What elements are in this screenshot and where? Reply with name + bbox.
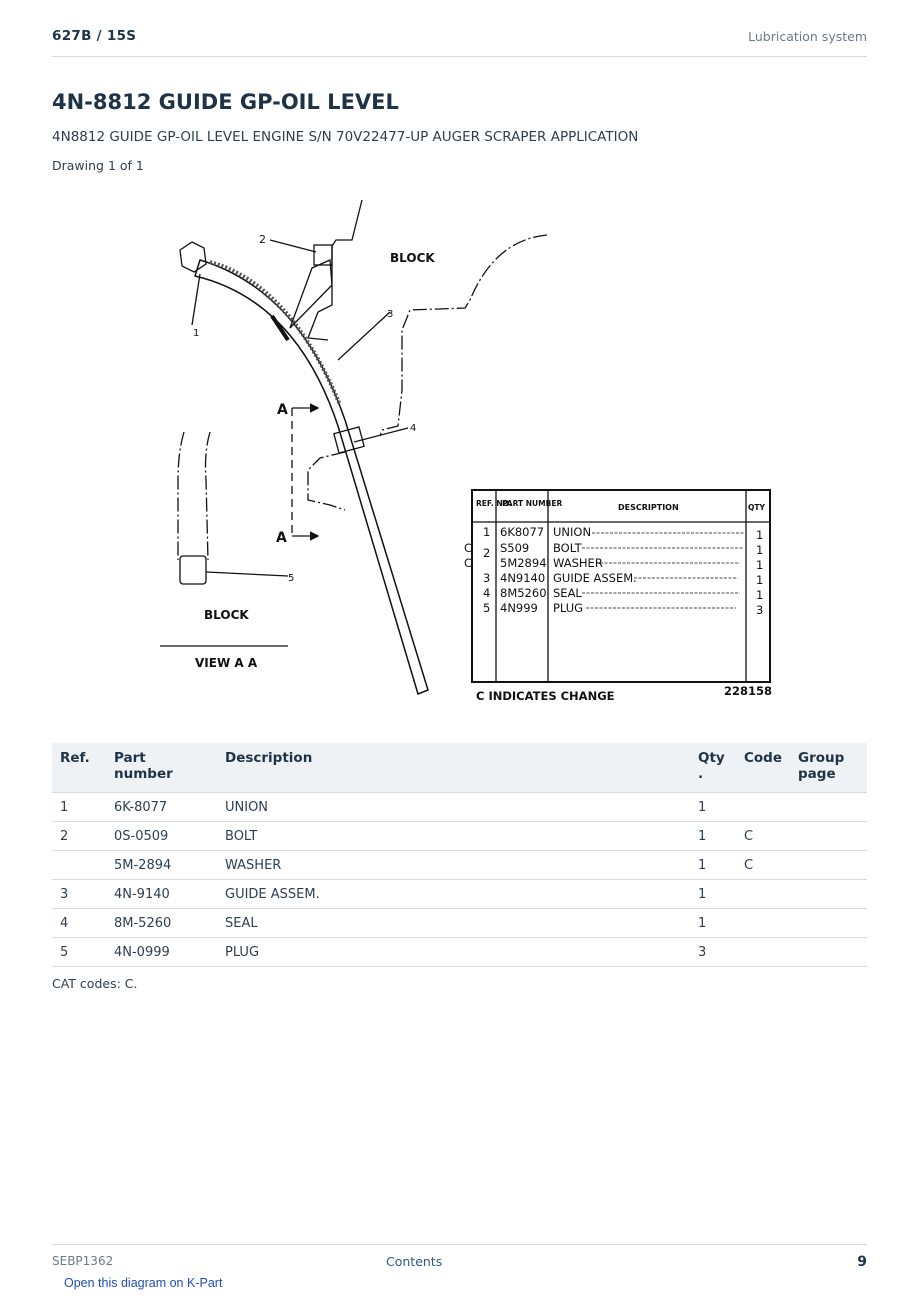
bolt-head <box>314 245 332 265</box>
legend-ref-6: 5 <box>483 601 491 615</box>
cell-ref: 2 <box>52 822 106 851</box>
engine-block-bracket <box>308 312 328 340</box>
page-footer <box>52 1244 867 1275</box>
cell-group-page <box>790 822 867 851</box>
table-header-row <box>52 743 867 793</box>
parts-diagram <box>140 190 790 720</box>
cell-ref: 4 <box>52 909 106 938</box>
col-ref: Ref. <box>52 743 106 793</box>
section-marker-top: A <box>277 402 288 418</box>
cell-description: GUIDE ASSEM. <box>217 880 690 909</box>
legend-part-3: 5M2894 <box>500 556 547 570</box>
cell-ref: 5 <box>52 938 106 967</box>
cell-code: C <box>736 851 790 880</box>
cat-codes-note: CAT codes: C. <box>52 976 138 991</box>
col-part-number: Part number <box>106 743 217 793</box>
cell-code <box>736 793 790 822</box>
table-row <box>52 793 867 822</box>
section-label: Lubrication system <box>748 29 867 44</box>
cell-description: PLUG <box>217 938 690 967</box>
cell-part-number: 6K-8077 <box>106 793 217 822</box>
cell-code <box>736 880 790 909</box>
page-number: 9 <box>857 1254 867 1270</box>
legend-change-3: C <box>464 556 473 570</box>
cell-ref <box>52 851 106 880</box>
col-code: Code <box>736 743 790 793</box>
legend-part-4: 4N9140 <box>500 571 546 585</box>
page-title: 4N-8812 GUIDE GP-OIL LEVEL <box>52 90 399 114</box>
cell-part-number: 4N-0999 <box>106 938 217 967</box>
view-label: VIEW A A <box>195 656 258 670</box>
col-group-page: Group page <box>790 743 867 793</box>
legend-part-5: 8M5260 <box>500 586 547 600</box>
legend-qty-6: 3 <box>756 603 764 617</box>
guide-tube <box>195 260 428 694</box>
col-qty: Qty . <box>690 743 736 793</box>
legend-desc-3: WASHER <box>553 556 603 570</box>
col-description: Description <box>217 743 690 793</box>
legend-ref-1: 1 <box>483 525 491 539</box>
cell-qty: 1 <box>690 880 736 909</box>
legend-desc-4: GUIDE ASSEM. <box>553 571 637 585</box>
legend-qty-5: 1 <box>756 588 764 602</box>
cell-group-page <box>790 851 867 880</box>
cell-qty: 1 <box>690 822 736 851</box>
table-row <box>52 851 867 880</box>
legend-part-6: 4N999 <box>500 601 538 615</box>
legend-part-1: 6K8077 <box>500 525 545 539</box>
view-block-outline <box>178 432 184 560</box>
model-label: 627B / 15S <box>52 28 137 44</box>
table-row <box>52 822 867 851</box>
parts-table <box>52 743 867 967</box>
cell-part-number: 4N-9140 <box>106 880 217 909</box>
cell-part-number: 0S-0509 <box>106 822 217 851</box>
cell-qty: 1 <box>690 909 736 938</box>
bolt-bracket <box>290 260 332 328</box>
kpart-diagram-link[interactable]: Open this diagram on K-Part <box>64 1276 223 1290</box>
table-row <box>52 880 867 909</box>
legend-desc-6: PLUG <box>553 601 584 615</box>
cell-ref: 3 <box>52 880 106 909</box>
block-label-bottom: BLOCK <box>204 608 249 622</box>
cell-group-page <box>790 909 867 938</box>
legend-change-2: C <box>464 541 473 555</box>
engine-block-outline-right <box>380 235 547 436</box>
engine-block-lower <box>308 452 345 510</box>
document-id: SEBP1362 <box>52 1254 114 1268</box>
cell-part-number: 8M-5260 <box>106 909 217 938</box>
legend-part-2: S509 <box>500 541 530 555</box>
drawing-count: Drawing 1 of 1 <box>52 158 144 173</box>
legend-qty-2: 1 <box>756 543 764 557</box>
cell-code: C <box>736 822 790 851</box>
cell-part-number: 5M-2894 <box>106 851 217 880</box>
block-label-top: BLOCK <box>390 251 435 265</box>
legend-change-note: C INDICATES CHANGE <box>476 689 615 703</box>
legend-desc-5: SEAL <box>553 586 582 600</box>
cell-code <box>736 938 790 967</box>
cell-description: BOLT <box>217 822 690 851</box>
cell-group-page <box>790 880 867 909</box>
cell-description: WASHER <box>217 851 690 880</box>
callout-4: 4 <box>410 423 417 434</box>
cell-group-page <box>790 793 867 822</box>
legend-ref-5: 4 <box>483 586 491 600</box>
callout-3: 3 <box>387 309 394 320</box>
section-marker-bottom: A <box>276 530 287 546</box>
legend-qty-4: 1 <box>756 573 764 587</box>
engine-block-outline <box>318 200 362 312</box>
cell-code <box>736 909 790 938</box>
legend-ref-2: 2 <box>483 546 491 560</box>
table-row <box>52 909 867 938</box>
callout-1: 1 <box>193 328 200 339</box>
union-fitting <box>180 242 206 272</box>
cell-qty: 1 <box>690 793 736 822</box>
legend-header-qty: QTY <box>748 503 765 512</box>
contents-link[interactable]: Contents <box>386 1254 443 1269</box>
legend-qty-1: 1 <box>756 528 764 542</box>
legend-header-ref: REF. NO. <box>476 499 512 508</box>
cell-qty: 1 <box>690 851 736 880</box>
cell-qty: 3 <box>690 938 736 967</box>
callout-5: 5 <box>288 573 295 584</box>
cell-description: SEAL <box>217 909 690 938</box>
plug <box>180 556 206 584</box>
legend-header-part: PART NUMBER <box>502 499 563 508</box>
table-row <box>52 938 867 967</box>
legend-desc-1: UNION <box>553 525 592 539</box>
legend-drawing-number: 228158 <box>724 684 773 698</box>
callout-2: 2 <box>259 233 266 246</box>
page-subtitle: 4N8812 GUIDE GP-OIL LEVEL ENGINE S/N 70V22477-UP AUGER SCRAPER APPLICATION <box>52 129 639 145</box>
legend-desc-2: BOLT <box>553 541 582 555</box>
cell-ref: 1 <box>52 793 106 822</box>
cell-group-page <box>790 938 867 967</box>
legend-header-description: DESCRIPTION <box>618 503 679 512</box>
page-header <box>52 28 867 57</box>
legend-ref-4: 3 <box>483 571 491 585</box>
cell-description: UNION <box>217 793 690 822</box>
legend-qty-3: 1 <box>756 558 764 572</box>
